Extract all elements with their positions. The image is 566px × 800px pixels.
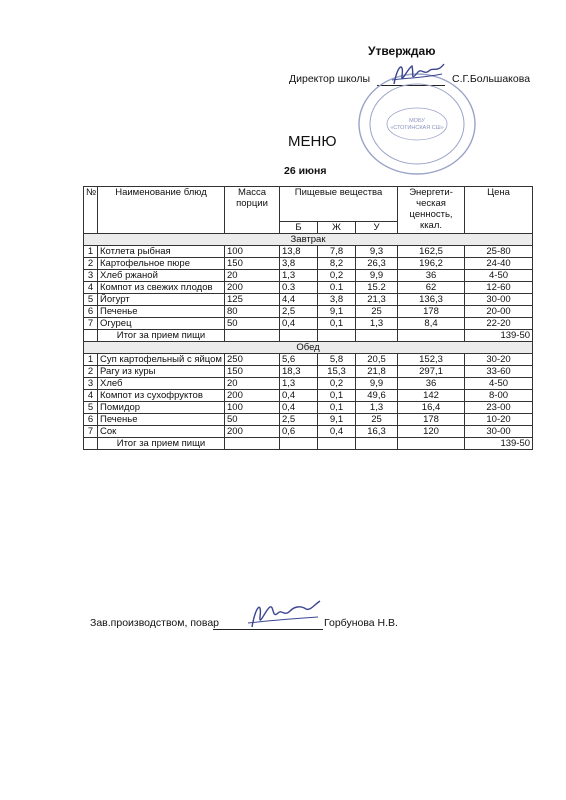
cell-dish: Котлета рыбная <box>98 246 225 258</box>
cell-mass: 200 <box>225 426 280 438</box>
total-label: Итог за прием пищи <box>98 330 225 342</box>
cell-protein: 13,8 <box>280 246 318 258</box>
cell-carbs: 9,9 <box>356 270 398 282</box>
table-row <box>84 318 533 330</box>
cell-number: 1 <box>84 354 98 366</box>
table-row <box>84 402 533 414</box>
cell-price: 4-50 <box>465 378 533 390</box>
cell-mass: 250 <box>225 354 280 366</box>
cell-carbs: 20,5 <box>356 354 398 366</box>
cell-dish: Печенье <box>98 306 225 318</box>
cell-carbs: 1,3 <box>356 402 398 414</box>
cell-protein: 1,3 <box>280 270 318 282</box>
cell-dish: Йогурт <box>98 294 225 306</box>
cell-protein: 4,4 <box>280 294 318 306</box>
table-row <box>84 294 533 306</box>
cell-fat: 0,1 <box>318 390 356 402</box>
cell-protein: 5,6 <box>280 354 318 366</box>
header-fat: Ж <box>318 222 356 234</box>
cell-number: 3 <box>84 378 98 390</box>
cell-energy: 162,5 <box>398 246 465 258</box>
cell-energy: 120 <box>398 426 465 438</box>
cell-carbs: 15.2 <box>356 282 398 294</box>
cell-price: 22-20 <box>465 318 533 330</box>
cell-dish: Помидор <box>98 402 225 414</box>
cell-carbs: 25 <box>356 306 398 318</box>
cook-position: Зав.производством, повар <box>90 617 219 629</box>
cell-number: 5 <box>84 402 98 414</box>
cell-protein: 2,5 <box>280 414 318 426</box>
cell-mass: 200 <box>225 282 280 294</box>
menu-date: 26 июня <box>284 165 327 177</box>
cell-carbs: 9,3 <box>356 246 398 258</box>
table-row <box>84 378 533 390</box>
cell-number: 1 <box>84 246 98 258</box>
cell-fat: 15,3 <box>318 366 356 378</box>
cell-price: 30-00 <box>465 426 533 438</box>
cell-number: 2 <box>84 366 98 378</box>
header-protein: Б <box>280 222 318 234</box>
section-heading-lunch: Обед <box>84 342 533 354</box>
cell-energy: 196,2 <box>398 258 465 270</box>
cell-carbs: 16,3 <box>356 426 398 438</box>
cell-energy: 142 <box>398 390 465 402</box>
header-mass: Масса порции <box>225 187 280 234</box>
cell-carbs: 49,6 <box>356 390 398 402</box>
cell-protein: 0,4 <box>280 390 318 402</box>
cell-dish: Хлеб ржаной <box>98 270 225 282</box>
cell-dish: Компот из сухофруктов <box>98 390 225 402</box>
cell-protein: 3,8 <box>280 258 318 270</box>
cell-price: 30-00 <box>465 294 533 306</box>
cell-price: 30-20 <box>465 354 533 366</box>
table-row <box>84 306 533 318</box>
cell-protein: 2,5 <box>280 306 318 318</box>
cell-carbs: 1,3 <box>356 318 398 330</box>
cell-fat: 7,8 <box>318 246 356 258</box>
cell-number: 2 <box>84 258 98 270</box>
cook-signature <box>244 597 324 633</box>
total-label: Итог за прием пищи <box>98 438 225 450</box>
total-price: 139-50 <box>465 438 533 450</box>
cell-carbs: 26,3 <box>356 258 398 270</box>
cell-energy: 8,4 <box>398 318 465 330</box>
cell-fat: 0.1 <box>318 282 356 294</box>
header-nutrients: Пищевые вещества <box>280 187 398 222</box>
cell-carbs: 25 <box>356 414 398 426</box>
cell-energy: 297,1 <box>398 366 465 378</box>
total-price: 139-50 <box>465 330 533 342</box>
section-heading-breakfast: Завтрак <box>84 234 533 246</box>
cell-protein: 0.3 <box>280 282 318 294</box>
cell-price: 10-20 <box>465 414 533 426</box>
header-dish: Наименование блюд <box>98 187 225 234</box>
cell-energy: 62 <box>398 282 465 294</box>
cell-fat: 9,1 <box>318 414 356 426</box>
cell-energy: 36 <box>398 378 465 390</box>
cell-dish: Компот из свежих плодов <box>98 282 225 294</box>
cell-protein: 0,6 <box>280 426 318 438</box>
cell-fat: 9,1 <box>318 306 356 318</box>
cell-carbs: 9,9 <box>356 378 398 390</box>
cell-energy: 178 <box>398 414 465 426</box>
table-row <box>84 270 533 282</box>
cell-mass: 20 <box>225 378 280 390</box>
cell-fat: 0,4 <box>318 426 356 438</box>
cell-protein: 18,3 <box>280 366 318 378</box>
approval-title: Утверждаю <box>368 44 436 58</box>
cell-number: 7 <box>84 318 98 330</box>
cell-energy: 136,3 <box>398 294 465 306</box>
cell-mass: 100 <box>225 402 280 414</box>
director-position: Директор школы <box>289 73 371 85</box>
cell-fat: 8,2 <box>318 258 356 270</box>
cell-dish: Огурец <box>98 318 225 330</box>
cell-number: 7 <box>84 426 98 438</box>
header-price: Цена <box>465 187 533 234</box>
cell-dish: Рагу из куры <box>98 366 225 378</box>
cell-dish: Хлеб <box>98 378 225 390</box>
table-row <box>84 426 533 438</box>
cell-price: 4-50 <box>465 270 533 282</box>
cell-price: 23-00 <box>465 402 533 414</box>
menu-table <box>83 186 533 450</box>
table-row <box>84 258 533 270</box>
cell-protein: 1,3 <box>280 378 318 390</box>
cell-number: 3 <box>84 270 98 282</box>
cell-mass: 100 <box>225 246 280 258</box>
cell-mass: 50 <box>225 318 280 330</box>
cell-energy: 178 <box>398 306 465 318</box>
cell-price: 12-60 <box>465 282 533 294</box>
cell-number: 6 <box>84 414 98 426</box>
cell-fat: 0,2 <box>318 378 356 390</box>
cell-energy: 36 <box>398 270 465 282</box>
cell-price: 25-80 <box>465 246 533 258</box>
cell-fat: 0,1 <box>318 402 356 414</box>
cell-price: 20-00 <box>465 306 533 318</box>
table-row <box>84 366 533 378</box>
header-carbs: У <box>356 222 398 234</box>
cell-dish: Картофельное пюре <box>98 258 225 270</box>
director-signature <box>388 58 448 90</box>
cell-dish: Суп картофельный с яйцом <box>98 354 225 366</box>
cell-protein: 0,4 <box>280 402 318 414</box>
cell-protein: 0,4 <box>280 318 318 330</box>
header-energy: Энергети-ческая ценность, ккал. <box>398 187 465 234</box>
cell-price: 8-00 <box>465 390 533 402</box>
cook-name: Горбунова Н.В. <box>324 617 398 629</box>
cell-fat: 3,8 <box>318 294 356 306</box>
cell-mass: 125 <box>225 294 280 306</box>
header-number: № <box>84 187 98 234</box>
table-row <box>84 390 533 402</box>
cell-number: 5 <box>84 294 98 306</box>
cell-mass: 150 <box>225 258 280 270</box>
table-total-row <box>84 330 533 342</box>
director-name: С.Г.Большакова <box>452 73 531 85</box>
cell-mass: 50 <box>225 414 280 426</box>
cell-carbs: 21,3 <box>356 294 398 306</box>
table-row <box>84 414 533 426</box>
cell-fat: 0,2 <box>318 270 356 282</box>
table-row <box>84 282 533 294</box>
table-total-row <box>84 438 533 450</box>
cell-mass: 20 <box>225 270 280 282</box>
cell-number: 6 <box>84 306 98 318</box>
page-title: МЕНЮ <box>288 133 337 150</box>
cell-fat: 0,1 <box>318 318 356 330</box>
cell-price: 24-40 <box>465 258 533 270</box>
cell-mass: 150 <box>225 366 280 378</box>
cell-dish: Сок <box>98 426 225 438</box>
cell-carbs: 21,8 <box>356 366 398 378</box>
cell-energy: 16,4 <box>398 402 465 414</box>
cell-mass: 200 <box>225 390 280 402</box>
cell-number: 4 <box>84 390 98 402</box>
cell-dish: Печенье <box>98 414 225 426</box>
cell-mass: 80 <box>225 306 280 318</box>
cell-energy: 152,3 <box>398 354 465 366</box>
table-row <box>84 354 533 366</box>
table-row <box>84 246 533 258</box>
cell-price: 33-60 <box>465 366 533 378</box>
cell-fat: 5,8 <box>318 354 356 366</box>
cell-number: 4 <box>84 282 98 294</box>
svg-text:МОБУ: МОБУ <box>409 118 425 124</box>
stamp-text: «СТОГИНСКАЯ СШ» <box>390 125 444 131</box>
